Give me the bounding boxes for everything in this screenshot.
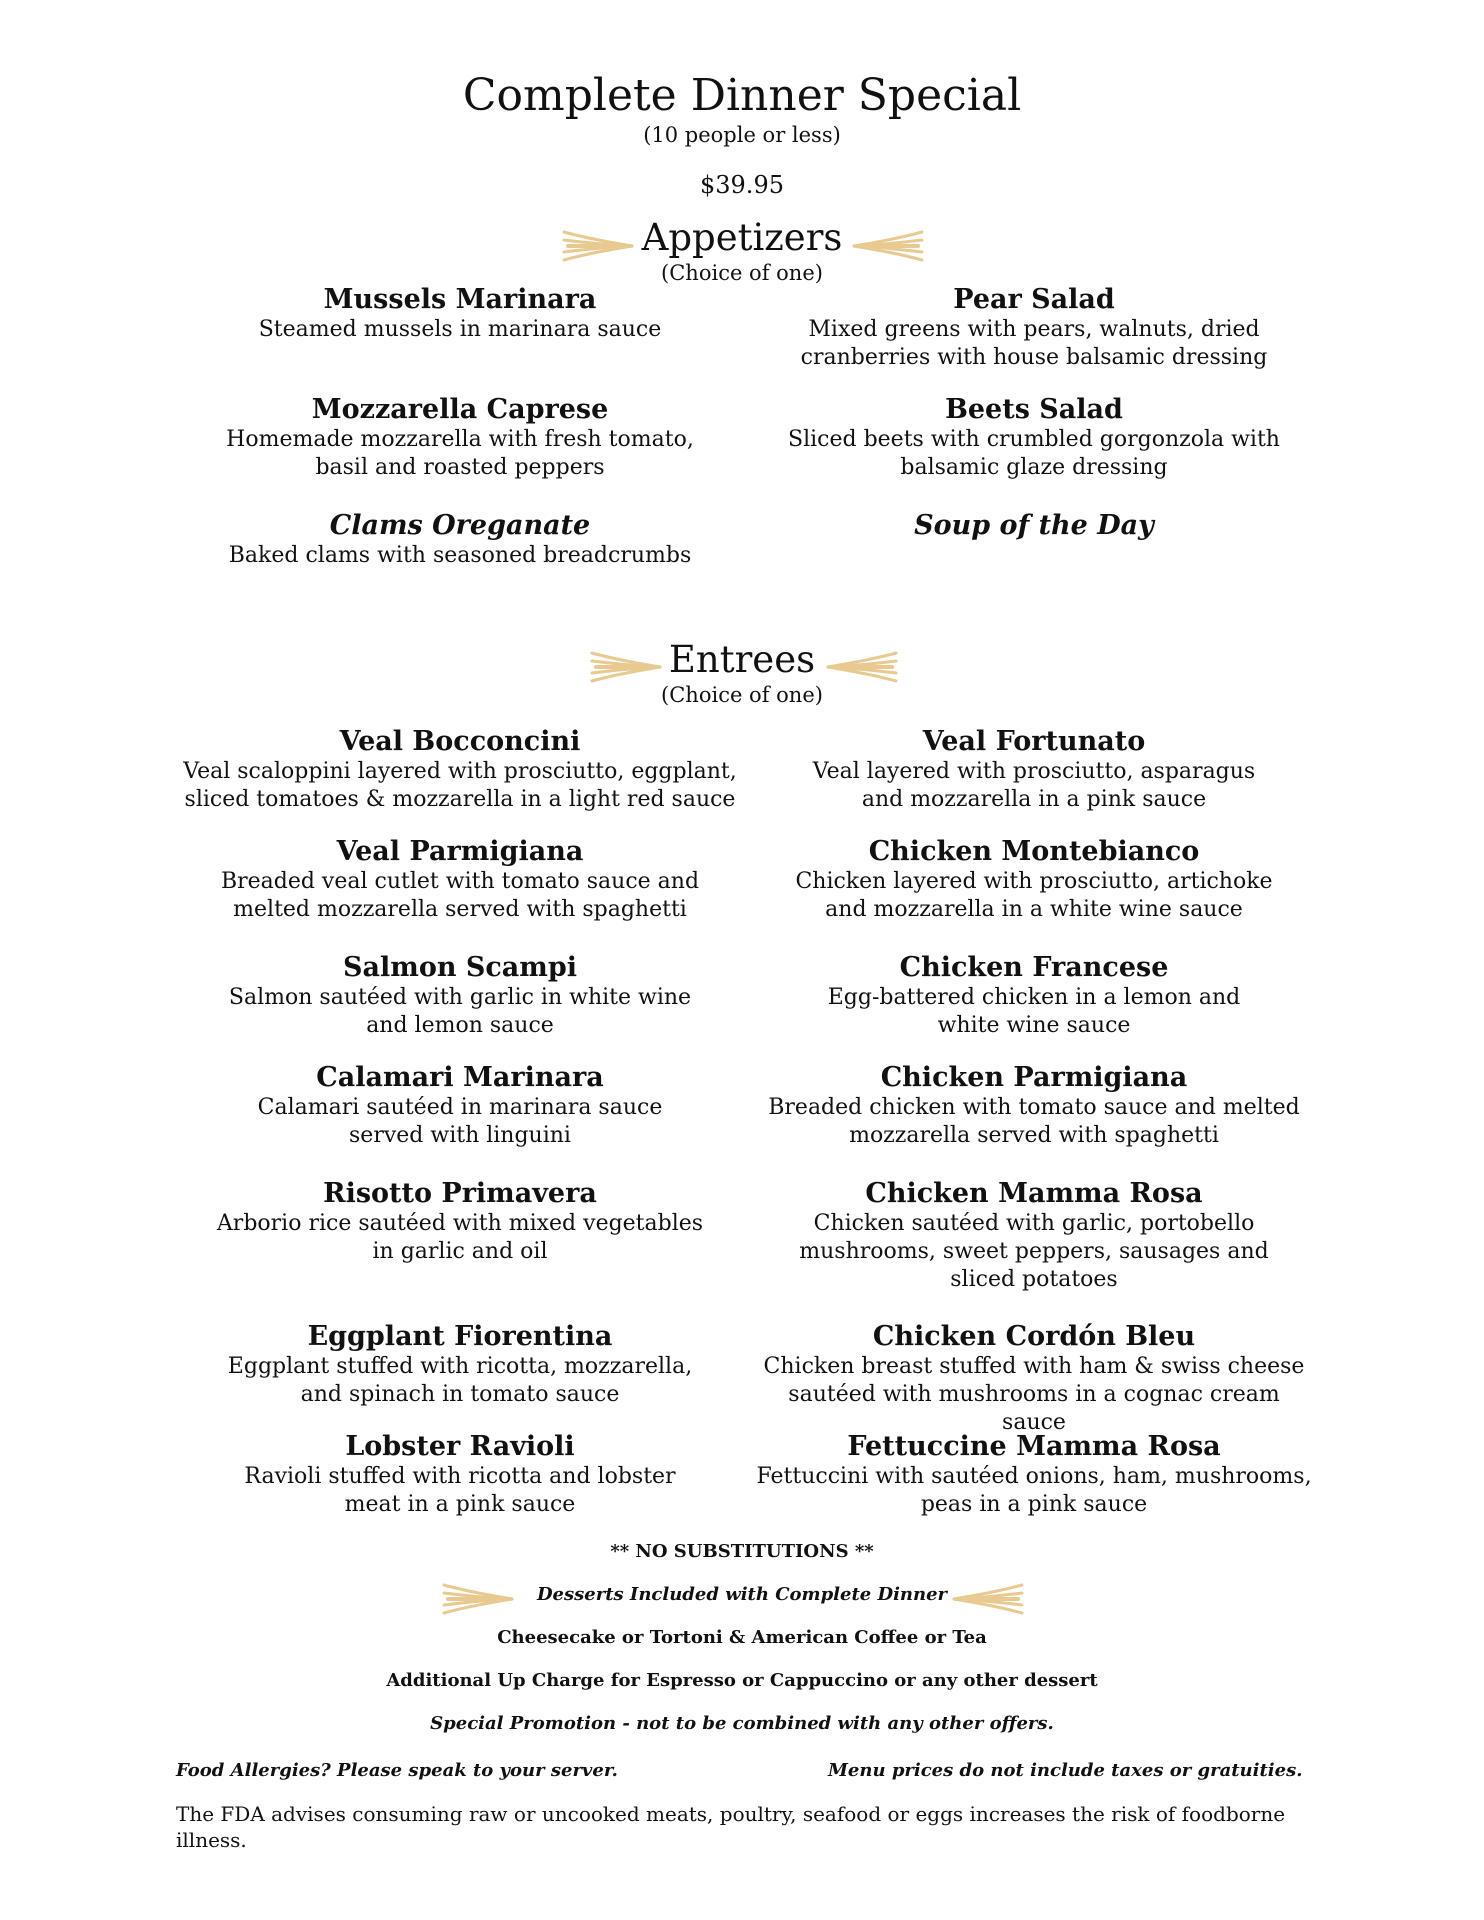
fda-warning: The FDA advises consuming raw or uncooked meats, poultry, seafood or eggs increases the risk of foodborne illness. [176, 1802, 1286, 1852]
appetizers-heading: Appetizers [641, 216, 843, 259]
item-description: Eggplant stuffed with ricotta, mozzarella, and spinach in tomato sauce [227, 1354, 693, 1407]
item-name: Pear Salad [953, 284, 1115, 315]
appetizer-item [180, 284, 740, 344]
appetizer-item [180, 510, 740, 570]
entree-item [754, 1431, 1314, 1519]
entree-item [754, 1321, 1314, 1437]
appetizer-item [754, 284, 1314, 372]
entree-item [754, 836, 1314, 924]
item-name: Veal Fortunato [922, 726, 1146, 757]
item-description: Chicken sautéed with garlic, portobello mushrooms, sweet peppers, sausages and sliced potatoes [799, 1211, 1269, 1292]
item-name: Veal Parmigiana [336, 836, 584, 867]
desserts-line: Cheesecake or Tortoni & American Coffee or Tea [497, 1627, 987, 1648]
item-name: Chicken Parmigiana [880, 1062, 1188, 1093]
entrees-heading: Entrees [668, 638, 816, 681]
item-name: Clams Oreganate [329, 510, 591, 541]
item-name: Mussels Marinara [323, 284, 597, 315]
entree-item [754, 1178, 1314, 1294]
entree-item [180, 1431, 740, 1519]
item-description: Ravioli stuffed with ricotta and lobster meat in a pink sauce [244, 1464, 676, 1517]
entree-item [754, 1062, 1314, 1150]
entree-item [754, 726, 1314, 814]
entrees-note: (Choice of one) [661, 683, 823, 707]
entree-item [180, 1321, 740, 1409]
party-size-note: (10 people or less) [643, 123, 841, 147]
item-description: Homemade mozzarella with fresh tomato, basil and roasted peppers [226, 427, 694, 480]
item-description: Calamari sautéed in marinara sauce served with linguini [257, 1095, 663, 1148]
appetizer-item [180, 394, 740, 482]
item-description: Veal scaloppini layered with prosciutto, eggplant, sliced tomatoes & mozzarella in a light red sauce [183, 759, 737, 812]
item-description: Sliced beets with crumbled gorgonzola with balsamic glaze dressing [788, 427, 1280, 480]
item-description: Fettuccini with sautéed onions, ham, mushrooms, peas in a pink sauce [756, 1464, 1312, 1517]
wheat-right-icon [826, 650, 898, 684]
item-name: Lobster Ravioli [345, 1431, 575, 1462]
entree-item [180, 726, 740, 814]
item-name: Chicken Montebianco [868, 836, 1200, 867]
entree-item [180, 1062, 740, 1150]
entree-item [180, 1178, 740, 1266]
entree-item [180, 952, 740, 1040]
item-description: Breaded veal cutlet with tomato sauce and melted mozzarella served with spaghetti [220, 869, 700, 922]
appetizer-item [754, 394, 1314, 482]
item-description: Baked clams with seasoned breadcrumbs [228, 543, 692, 568]
item-name: Soup of the Day [914, 510, 1154, 541]
appetizers-note: (Choice of one) [661, 261, 823, 285]
desserts-heading: Desserts Included with Complete Dinner [536, 1584, 948, 1605]
entree-item [754, 952, 1314, 1040]
item-description: Chicken breast stuffed with ham & swiss cheese sautéed with mushrooms in a cognac cream sauce [763, 1354, 1305, 1435]
item-name: Beets Salad [945, 394, 1123, 425]
wheat-right-icon [852, 229, 924, 263]
item-name: Salmon Scampi [343, 952, 577, 983]
item-name: Risotto Primavera [323, 1178, 597, 1209]
promo-note: Special Promotion - not to be combined with any other offers. [430, 1713, 1054, 1734]
item-name: Chicken Cordón Bleu [872, 1321, 1196, 1352]
entree-item [180, 836, 740, 924]
appetizer-item [754, 510, 1314, 542]
price: $39.95 [700, 171, 784, 199]
wheat-right-icon [952, 1582, 1024, 1616]
item-description: Mixed greens with pears, walnuts, dried cranberries with house balsamic dressing [800, 317, 1268, 370]
page-title: Complete Dinner Special [462, 70, 1022, 121]
item-name: Fettuccine Mamma Rosa [847, 1431, 1221, 1462]
item-name: Mozzarella Caprese [311, 394, 609, 425]
upcharge-note: Additional Up Charge for Espresso or Cappuccino or any other dessert [386, 1670, 1098, 1691]
allergies-note: Food Allergies? Please speak to your server. [176, 1760, 618, 1781]
item-name: Chicken Mamma Rosa [865, 1178, 1203, 1209]
no-substitutions-note: ** NO SUBSTITUTIONS ** [610, 1541, 874, 1562]
taxes-note: Menu prices do not include taxes or gratuities. [828, 1760, 1303, 1781]
item-description: Salmon sautéed with garlic in white wine and lemon sauce [228, 985, 692, 1038]
item-description: Breaded chicken with tomato sauce and melted mozzarella served with spaghetti [768, 1095, 1300, 1148]
item-name: Calamari Marinara [316, 1062, 604, 1093]
item-name: Chicken Francese [899, 952, 1169, 983]
item-description: Chicken layered with prosciutto, artichoke and mozzarella in a white wine sauce [795, 869, 1273, 922]
item-description: Veal layered with prosciutto, asparagus and mozzarella in a pink sauce [812, 759, 1256, 812]
item-description: Steamed mussels in marinara sauce [258, 317, 662, 342]
item-name: Eggplant Fiorentina [307, 1321, 613, 1352]
item-description: Arborio rice sautéed with mixed vegetables in garlic and oil [216, 1211, 704, 1264]
item-description: Egg-battered chicken in a lemon and white wine sauce [827, 985, 1241, 1038]
item-name: Veal Bocconcini [339, 726, 581, 757]
